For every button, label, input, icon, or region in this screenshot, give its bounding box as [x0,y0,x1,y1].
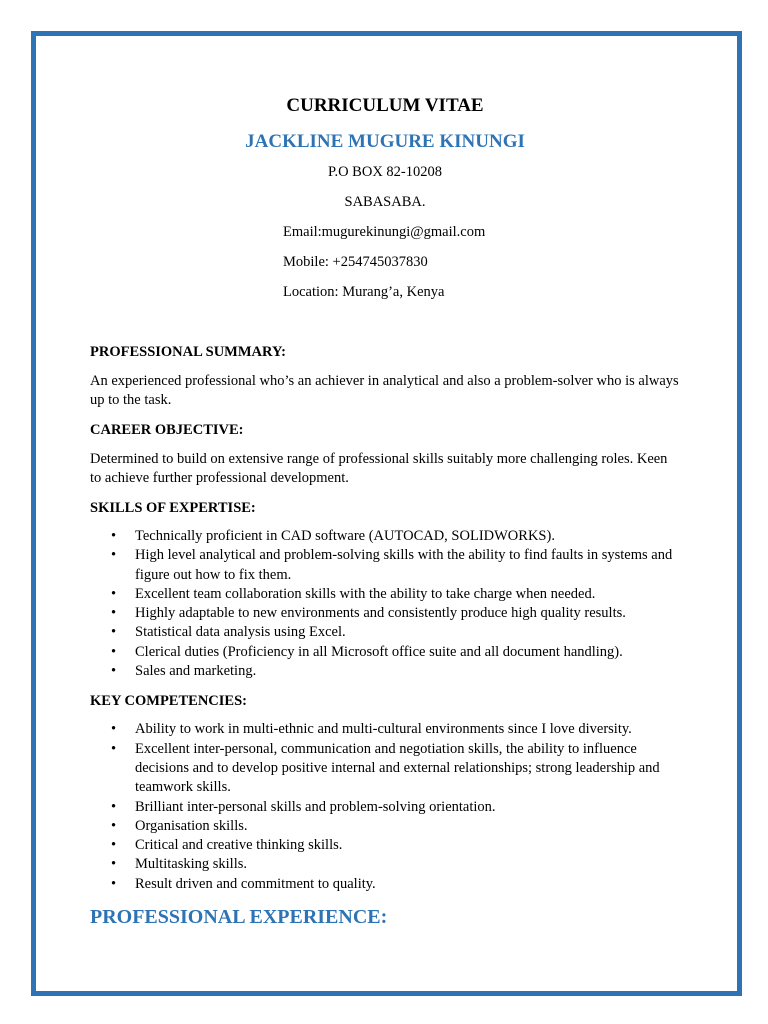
bullet-icon: • [111,605,117,622]
skills-list [90,527,680,681]
bullet-icon: • [111,663,117,680]
list-item-text: Statistical data analysis using Excel. [135,624,346,641]
list-item [90,643,680,662]
town: SABASABA. [344,194,426,210]
list-item-text: Technically proficient in CAD software (AUTOCAD, SOLIDWORKS). [135,528,555,544]
bullet-icon: • [111,585,117,602]
list-item [90,875,680,894]
experience-heading: PROFESSIONAL EXPERIENCE: [90,906,388,929]
list-item-text: Multitasking skills. [135,856,247,873]
list-item-text: Ability to work in multi-ethnic and multi-cultural environments since I love diversity. [135,721,632,738]
location: Location: Murang’a, Kenya [283,284,445,300]
bullet-icon: • [111,798,117,815]
list-item-text: Excellent team collaboration skills with the ability to take charge when needed. [135,585,596,602]
list-item-text: Brilliant inter-personal skills and problem-solving orientation. [135,798,496,815]
bullet-icon: • [111,875,117,892]
po-box: P.O BOX 82-10208 [328,164,442,180]
bullet-icon: • [111,528,117,544]
competencies-heading: KEY COMPETENCIES: [90,693,247,710]
bullet-icon: • [111,837,117,854]
bullet-icon: • [111,740,117,757]
list-item-text: Sales and marketing. [135,663,257,680]
list-item [90,817,680,836]
list-item-text: Organisation skills. [135,817,248,834]
bullet-icon: • [111,547,117,564]
list-item-text: High level analytical and problem-solving skills with the ability to find faults in systems and figure out how to fix them. [135,547,673,583]
objective-text: Determined to build on extensive range of professional skills suitably more challenging roles. Keen to achieve further professional development. [90,451,668,486]
list-item [90,546,680,585]
objective-heading: CAREER OBJECTIVE: [90,422,244,438]
list-item-text: Excellent inter-personal, communication and negotiation skills, the ability to influence decisions and to develop positive internal and external relationships; strong leadership and teamwork skills. [135,740,660,796]
bullet-icon: • [111,721,117,738]
bullet-icon: • [111,624,117,641]
bullet-icon: • [111,856,117,873]
list-item [90,623,680,642]
list-item [90,527,680,546]
list-item [90,662,680,681]
cv-document [90,93,680,930]
list-item [90,604,680,623]
document-title: CURRICULUM VITAE [286,95,484,116]
bullet-icon: • [111,817,117,834]
list-item [90,740,680,798]
list-item-text: Critical and creative thinking skills. [135,837,343,854]
bullet-icon: • [111,643,117,660]
candidate-name: JACKLINE MUGURE KINUNGI [245,131,525,152]
list-item-text: Highly adaptable to new environments and consistently produce high quality results. [135,605,626,622]
list-item-text: Clerical duties (Proficiency in all Microsoft office suite and all document handling). [135,643,623,660]
summary-text: An experienced professional who’s an achiever in analytical and also a problem-solver who is always up to the task. [90,373,679,408]
competencies-list [90,720,680,894]
list-item-text: Result driven and commitment to quality. [135,875,376,892]
email: Email:mugurekinungi@gmail.com [283,224,486,240]
mobile: Mobile: +254745037830 [283,254,428,270]
list-item [90,855,680,874]
list-item [90,585,680,604]
list-item [90,836,680,855]
list-item [90,798,680,817]
skills-heading: SKILLS OF EXPERTISE: [90,500,256,516]
list-item [90,720,680,739]
summary-heading: PROFESSIONAL SUMMARY: [90,344,286,360]
